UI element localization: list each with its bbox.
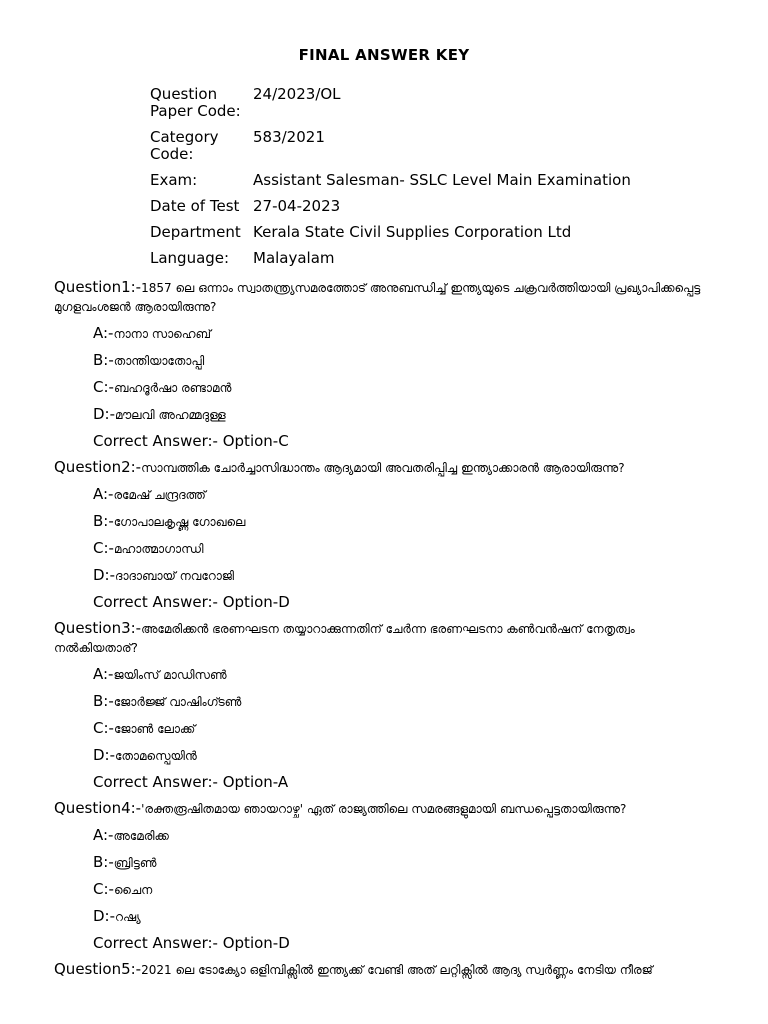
correct-answer: Correct Answer:- Option-A [93, 773, 289, 791]
question-body: 'രക്തരൂഷിതമായ ഞായറാഴ്ച' ഏത് രാജ്യത്തിലെ സമരങ്ങളുമായി ബന്ധപ്പെട്ടതായിരുന്നു? [141, 802, 627, 816]
option-text: ജയിംസ് മാഡിസൺ [113, 668, 227, 682]
answer-option [93, 692, 714, 711]
question-block [54, 458, 714, 611]
question-text [54, 458, 714, 477]
question-text [54, 619, 714, 657]
option-text: അമേരിക്ക [113, 829, 169, 843]
option-label: B:- [93, 512, 114, 530]
answer-option [93, 566, 714, 585]
answer-option [93, 880, 714, 899]
option-label: B:- [93, 853, 114, 871]
answer-option [93, 512, 714, 531]
meta-row [150, 224, 631, 250]
option-text: താന്തിയാതോപ്പി [113, 354, 205, 368]
meta-value: Assistant Salesman- SSLC Level Main Examination [253, 171, 631, 189]
meta-value: 27-04-2023 [253, 197, 341, 215]
meta-label: Language: [150, 249, 230, 267]
option-text: തോമസ്പെയിൻ [115, 749, 197, 763]
option-label: C:- [93, 719, 114, 737]
question-body: 1857 ലെ ഒന്നാം സ്വാതന്ത്ര്യസമരത്തോട് അനുബന്ധിച്ച് ഇന്ത്യയുടെ ചക്രവർത്തിയായി പ്രഖ്യാപിക്കപ്പെട്ട മുഗളവംശജൻ ആരായിരുന്നു? [54, 281, 701, 314]
correct-answer: Correct Answer:- Option-D [93, 934, 290, 952]
page-title: FINAL ANSWER KEY [298, 46, 470, 64]
answer-option [93, 485, 714, 504]
questions-list [54, 278, 714, 987]
answer-option [93, 826, 714, 845]
meta-row [150, 129, 631, 172]
option-label: A:- [93, 324, 114, 342]
meta-label: Department [150, 223, 241, 241]
option-label: A:- [93, 485, 114, 503]
question-number: Question5:- [54, 960, 142, 978]
question-number: Question2:- [54, 458, 142, 476]
question-text [54, 799, 714, 818]
option-label: A:- [93, 665, 114, 683]
option-text: നാനാ സാഹെബ് [113, 327, 212, 341]
option-text: ഗോപാലകൃഷ്ണ ഗോഖലെ [113, 515, 246, 529]
option-label: D:- [93, 405, 116, 423]
meta-value: Kerala State Civil Supplies Corporation Ltd [253, 223, 572, 241]
option-text: മൗലവി അഹമ്മദുള്ള [115, 408, 226, 422]
option-text: ബഹദൂർഷാ രണ്ടാമൻ [113, 381, 232, 395]
option-label: B:- [93, 692, 114, 710]
option-label: C:- [93, 880, 114, 898]
answer-option [93, 853, 714, 872]
meta-value: 24/2023/OL [253, 85, 341, 103]
option-text: രമേഷ് ചന്ദ്രദത്ത് [113, 488, 206, 502]
option-label: D:- [93, 907, 116, 925]
question-text [54, 960, 714, 979]
meta-row [150, 198, 631, 224]
option-text: റഷ്യ [115, 910, 141, 924]
option-text: ബ്രിട്ടൺ [113, 856, 157, 870]
option-text: ദാദാബായ് നവറോജി [115, 569, 234, 583]
question-text [54, 278, 714, 316]
question-number: Question1:- [54, 278, 142, 296]
meta-label: Question Paper Code: [150, 85, 241, 120]
option-text: ചൈന [113, 883, 153, 897]
question-number: Question4:- [54, 799, 142, 817]
answer-option [93, 351, 714, 370]
answer-option [93, 746, 714, 765]
option-text: ജോൺ ലോക്ക് [113, 722, 196, 736]
answer-option [93, 324, 714, 343]
answer-option [93, 539, 714, 558]
option-label: C:- [93, 539, 114, 557]
answer-option [93, 378, 714, 397]
answer-option [93, 719, 714, 738]
meta-row [150, 250, 631, 276]
option-text: മഹാത്മാഗാന്ധി [113, 542, 204, 556]
meta-label: Date of Test [150, 197, 240, 215]
meta-row [150, 86, 631, 129]
question-block [54, 960, 714, 979]
question-block [54, 799, 714, 952]
option-label: D:- [93, 566, 116, 584]
answer-option [93, 405, 714, 424]
meta-label: Exam: [150, 171, 198, 189]
question-number: Question3:- [54, 619, 142, 637]
question-block [54, 619, 714, 791]
correct-answer: Correct Answer:- Option-D [93, 593, 290, 611]
exam-meta-table [150, 86, 631, 276]
option-label: A:- [93, 826, 114, 844]
question-body: 2021 ലെ ടോക്യോ ഒളിമ്പിക്സിൽ ഇന്ത്യക്ക് വേണ്ടി അത് ലറ്റിക്സിൽ ആദ്യ സ്വർണ്ണം നേടിയ നീരജ് [141, 963, 653, 977]
meta-value: Malayalam [253, 249, 335, 267]
question-body: അമേരിക്കൻ ഭരണഘടന തയ്യാറാക്കുന്നതിന് ചേർന്ന ഭരണഘടനാ കൺവൻഷന് നേതൃത്വം നൽകിയതാര്? [54, 622, 635, 655]
question-block [54, 278, 714, 450]
meta-row [150, 172, 631, 198]
option-text: ജോർജ്ജ് വാഷിംഗ്ടൺ [113, 695, 242, 709]
correct-answer: Correct Answer:- Option-C [93, 432, 289, 450]
meta-label: Category Code: [150, 128, 219, 163]
option-label: B:- [93, 351, 114, 369]
answer-option [93, 665, 714, 684]
meta-value: 583/2021 [253, 128, 325, 146]
question-body: സാമ്പത്തിക ചോർച്ചാസിദ്ധാന്തം ആദ്യമായി അവതരിപ്പിച്ച ഇന്ത്യാക്കാരൻ ആരായിരുന്നു? [141, 461, 625, 475]
option-label: C:- [93, 378, 114, 396]
answer-option [93, 907, 714, 926]
option-label: D:- [93, 746, 116, 764]
